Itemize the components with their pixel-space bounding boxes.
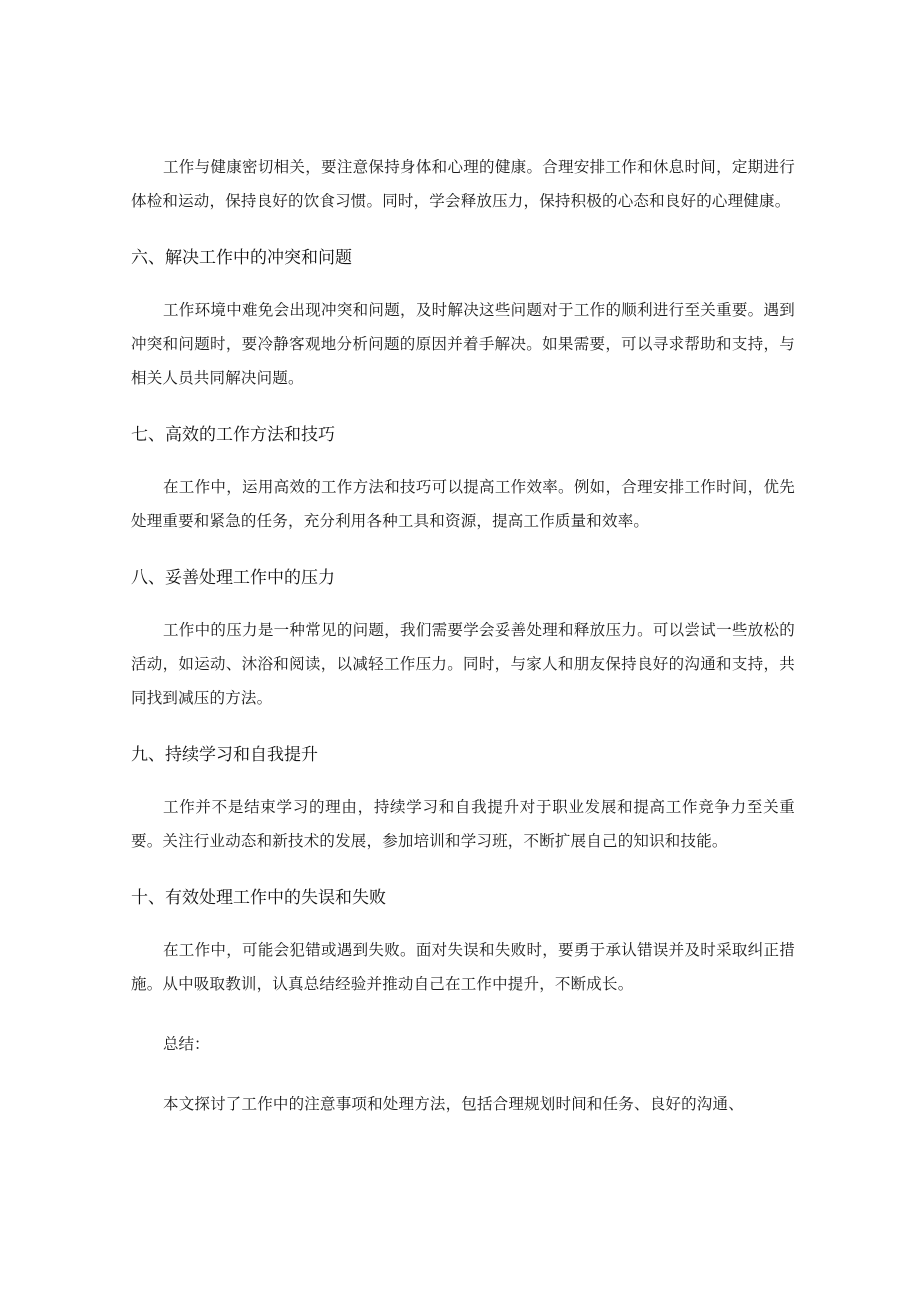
document-body <box>131 150 795 1147</box>
section-paragraph-10: 在工作中，可能会犯错或遇到失败。面对失误和失败时，要勇于承认错误并及时采取纠正措施。从中吸取教训，认真总结经验并推动自己在工作中提升，不断成长。 <box>131 941 795 993</box>
section-paragraph-9: 工作并不是结束学习的理由，持续学习和自我提升对于职业发展和提高工作竞争力至关重要。关注行业动态和新技术的发展，参加培训和学习班，不断扩展自己的知识和技能。 <box>131 798 795 850</box>
section-heading-10: 十、有效处理工作中的失误和失败 <box>131 888 386 908</box>
summary-label: 总结： <box>163 1035 210 1053</box>
section-heading-9: 九、持续学习和自我提升 <box>131 745 318 765</box>
section-heading-6: 六、解决工作中的冲突和问题 <box>131 248 352 268</box>
section-paragraph-6: 工作环境中难免会出现冲突和问题，及时解决这些问题对于工作的顺利进行至关重要。遇到冲突和问题时，要冷静客观地分析问题的原因并着手解决。如果需要，可以寻求帮助和支持，与相关人员共同解决问题。 <box>131 301 795 387</box>
section-paragraph-7: 在工作中，运用高效的工作方法和技巧可以提高工作效率。例如，合理安排工作时间，优先处理重要和紧急的任务，充分利用各种工具和资源，提高工作质量和效率。 <box>131 478 795 530</box>
section-heading-8: 八、妥善处理工作中的压力 <box>131 568 335 588</box>
summary-paragraph: 本文探讨了工作中的注意事项和处理方法，包括合理规划时间和任务、良好的沟通、 <box>163 1095 744 1113</box>
section-paragraph-8: 工作中的压力是一种常见的问题，我们需要学会妥善处理和释放压力。可以尝试一些放松的活动，如运动、沐浴和阅读，以减轻工作压力。同时，与家人和朋友保持良好的沟通和支持，共同找到减压的方法。 <box>131 621 795 707</box>
intro-paragraph: 工作与健康密切相关，要注意保持身体和心理的健康。合理安排工作和休息时间，定期进行体检和运动，保持良好的饮食习惯。同时，学会释放压力，保持积极的心态和良好的心理健康。 <box>131 158 795 210</box>
section-heading-7: 七、高效的工作方法和技巧 <box>131 425 335 445</box>
